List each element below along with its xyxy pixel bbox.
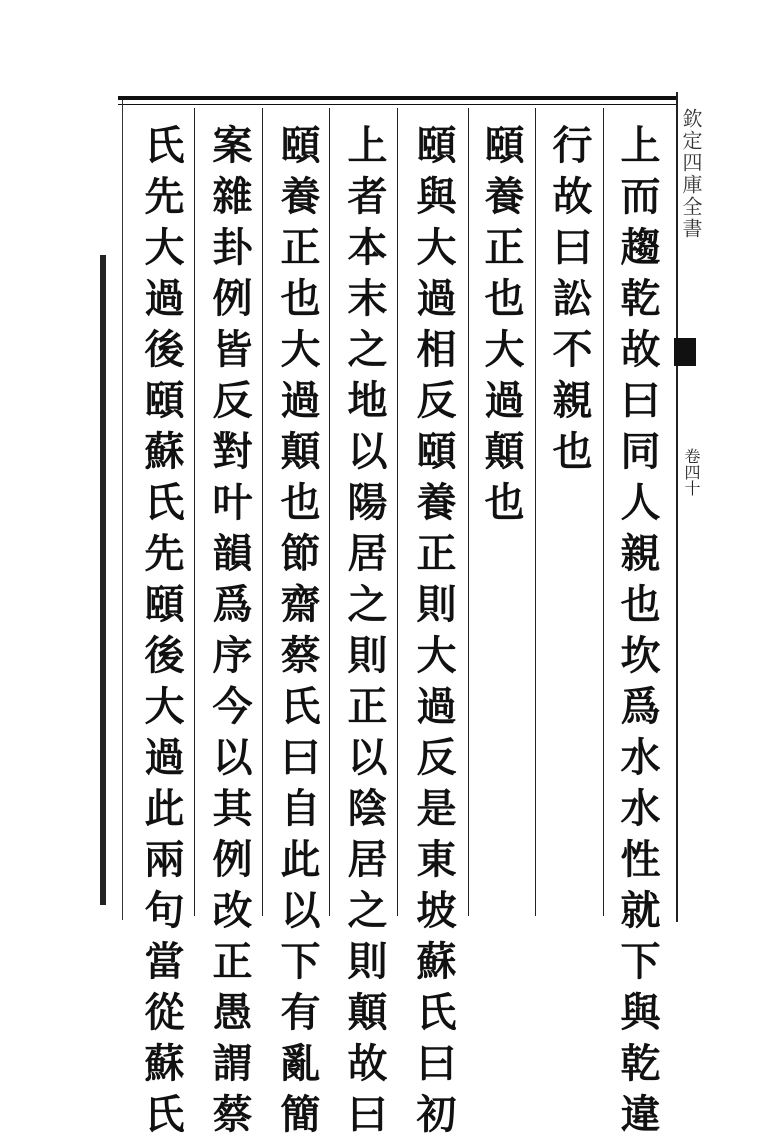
text-column: 氏先大過後頤蘇氏先頤後大過此兩句當從蘇氏 xyxy=(138,124,185,1144)
text-column: 上而趨乾故曰同人親也坎爲水水性就下與乾違 xyxy=(614,124,661,1144)
column-divider xyxy=(603,108,604,916)
top-border-thin-rule xyxy=(118,104,678,105)
text-column: 頤養正也大過顛也節齋蔡氏曰自此以下有亂簡 xyxy=(274,124,321,1144)
text-column: 案雜卦例皆反對叶韻爲序今以其例改正愚謂蔡 xyxy=(206,124,253,1144)
text-column: 上者本末之地以陽居之則正以陰居之則顛故曰 xyxy=(341,124,388,1144)
text-column: 頤養正也大過顛也 xyxy=(478,124,525,532)
left-border-rule xyxy=(122,100,123,920)
margin-volume-label: 卷四十 xyxy=(682,448,701,496)
text-column: 行故曰訟不親也 xyxy=(546,124,593,481)
margin-book-title: 欽定四庫全書 xyxy=(679,108,703,240)
column-divider xyxy=(535,108,536,916)
column-divider xyxy=(397,108,398,916)
column-divider xyxy=(262,108,263,916)
column-divider xyxy=(194,108,195,916)
fishtail-mark xyxy=(674,338,696,366)
text-column: 頤與大過相反頤養正則大過反是東坡蘇氏曰初 xyxy=(410,124,457,1144)
column-divider xyxy=(329,108,330,916)
column-divider xyxy=(468,108,469,916)
top-border-rule xyxy=(118,96,678,100)
binding-spine xyxy=(100,255,106,905)
